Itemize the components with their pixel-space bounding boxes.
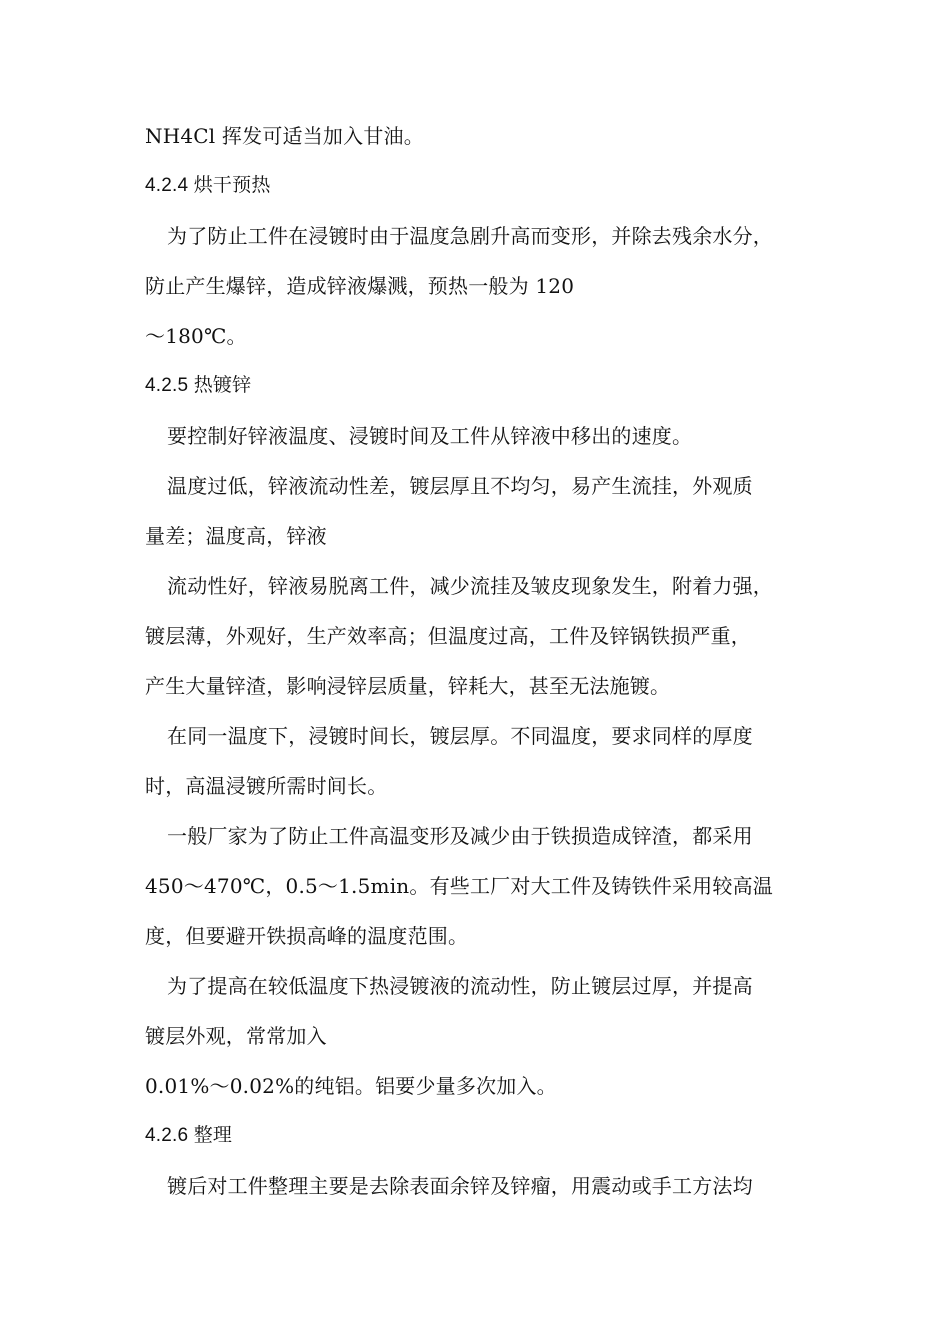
paragraph-line: 为了防止工件在浸镀时由于温度急剧升高而变形，并除去残余水分， (167, 224, 773, 248)
paragraph-line: 产生大量锌渣，影响浸锌层质量，锌耗大，甚至无法施镀。 (145, 674, 671, 698)
section-heading-4-2-6: 4.2.6 整理 (145, 1125, 233, 1146)
paragraph-line: 为了提高在较低温度下热浸镀液的流动性，防止镀层过厚，并提高 (167, 974, 753, 998)
paragraph-line: 流动性好，锌液易脱离工件，减少流挂及皱皮现象发生，附着力强， (167, 574, 773, 598)
paragraph-line: 量差；温度高，锌液 (145, 524, 327, 548)
paragraph-line: 时，高温浸镀所需时间长。 (145, 774, 388, 798)
paragraph-line: 在同一温度下，浸镀时间长，镀层厚。不同温度，要求同样的厚度 (167, 724, 753, 748)
paragraph-line: 0.01%～0.02%的纯铝。铝要少量多次加入。 (145, 1074, 557, 1098)
paragraph-line: 镀后对工件整理主要是去除表面余锌及锌瘤，用震动或手工方法均 (167, 1174, 753, 1198)
paragraph-line: 防止产生爆锌，造成锌液爆溅，预热一般为 120 (145, 274, 575, 298)
paragraph-line: ～180℃。 (145, 324, 247, 348)
section-heading-4-2-4: 4.2.4 烘干预热 (145, 175, 271, 196)
paragraph-line: 450～470℃，0.5～1.5min。有些工厂对大工件及铸铁件采用较高温 (145, 874, 773, 898)
section-heading-4-2-5: 4.2.5 热镀锌 (145, 375, 252, 396)
paragraph-line: 镀层薄，外观好，生产效率高；但温度过高，工件及锌锅铁损严重， (145, 624, 751, 648)
paragraph-line: 度，但要避开铁损高峰的温度范围。 (145, 924, 469, 948)
paragraph-line: 要控制好锌液温度、浸镀时间及工件从锌液中移出的速度。 (167, 424, 693, 448)
paragraph-line: 一般厂家为了防止工件高温变形及减少由于铁损造成锌渣，都采用 (167, 824, 753, 848)
paragraph-line: NH4Cl 挥发可适当加入甘油。 (145, 124, 424, 148)
paragraph-line: 温度过低，锌液流动性差，镀层厚且不均匀，易产生流挂，外观质 (167, 474, 753, 498)
paragraph-line: 镀层外观，常常加入 (145, 1024, 327, 1048)
